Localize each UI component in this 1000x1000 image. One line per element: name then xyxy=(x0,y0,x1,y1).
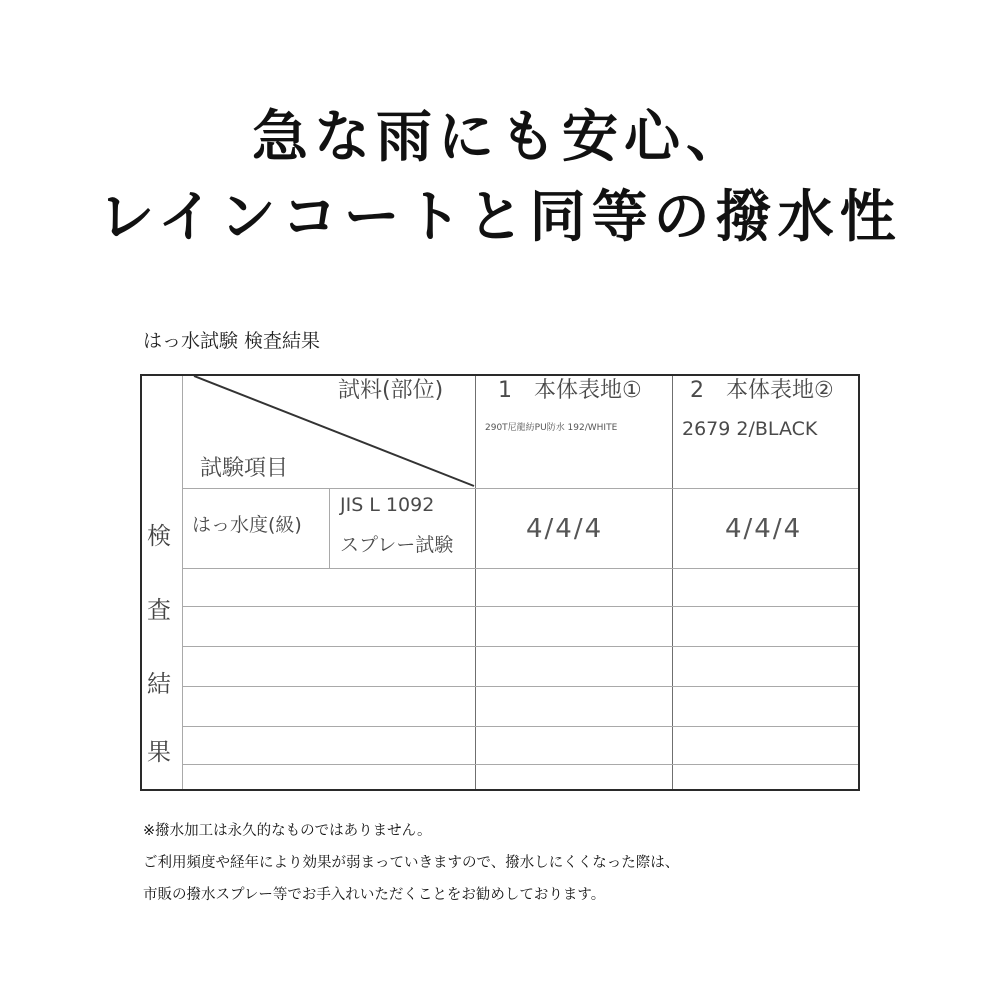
result-col2: 4/4/4 xyxy=(725,514,803,544)
col1-title: 1 本体表地① xyxy=(498,378,642,403)
method-line-1: JIS L 1092 xyxy=(340,494,435,516)
headline-line-2: レインコートと同等の撥水性 xyxy=(98,184,902,250)
headline-line-1: 急な雨にも安心、 xyxy=(252,104,748,170)
result-col1: 4/4/4 xyxy=(526,514,604,544)
note-line-1: ※撥水加工は永久的なものではありません。 xyxy=(143,823,432,839)
side-label-char-2: 査 xyxy=(147,596,171,624)
col1-subtitle: 290T尼龍紡PU防水 192/WHITE xyxy=(485,423,618,433)
test-results-table xyxy=(140,374,860,791)
method-line-2: スプレー試験 xyxy=(340,534,454,556)
header-sample-label: 試料(部位) xyxy=(338,378,444,403)
note-line-2: ご利用頻度や経年により効果が弱まっていきますので、撥水しにくくなった際は、 xyxy=(143,855,680,871)
col2-subtitle: 2679 2/BLACK xyxy=(682,418,818,440)
header-item-label: 試験項目 xyxy=(200,456,289,481)
side-label-char-3: 結 xyxy=(147,670,171,698)
table-caption: はっ水試験 検査結果 xyxy=(143,330,321,352)
side-label-char-1: 検 xyxy=(147,522,171,550)
col2-title: 2 本体表地② xyxy=(690,378,834,403)
note-line-3: 市販の撥水スプレー等でお手入れいただくことをお勧めしております。 xyxy=(143,887,606,903)
row-label-water-repellency: はっ水度(級) xyxy=(192,514,302,536)
side-label-char-4: 果 xyxy=(147,738,171,766)
